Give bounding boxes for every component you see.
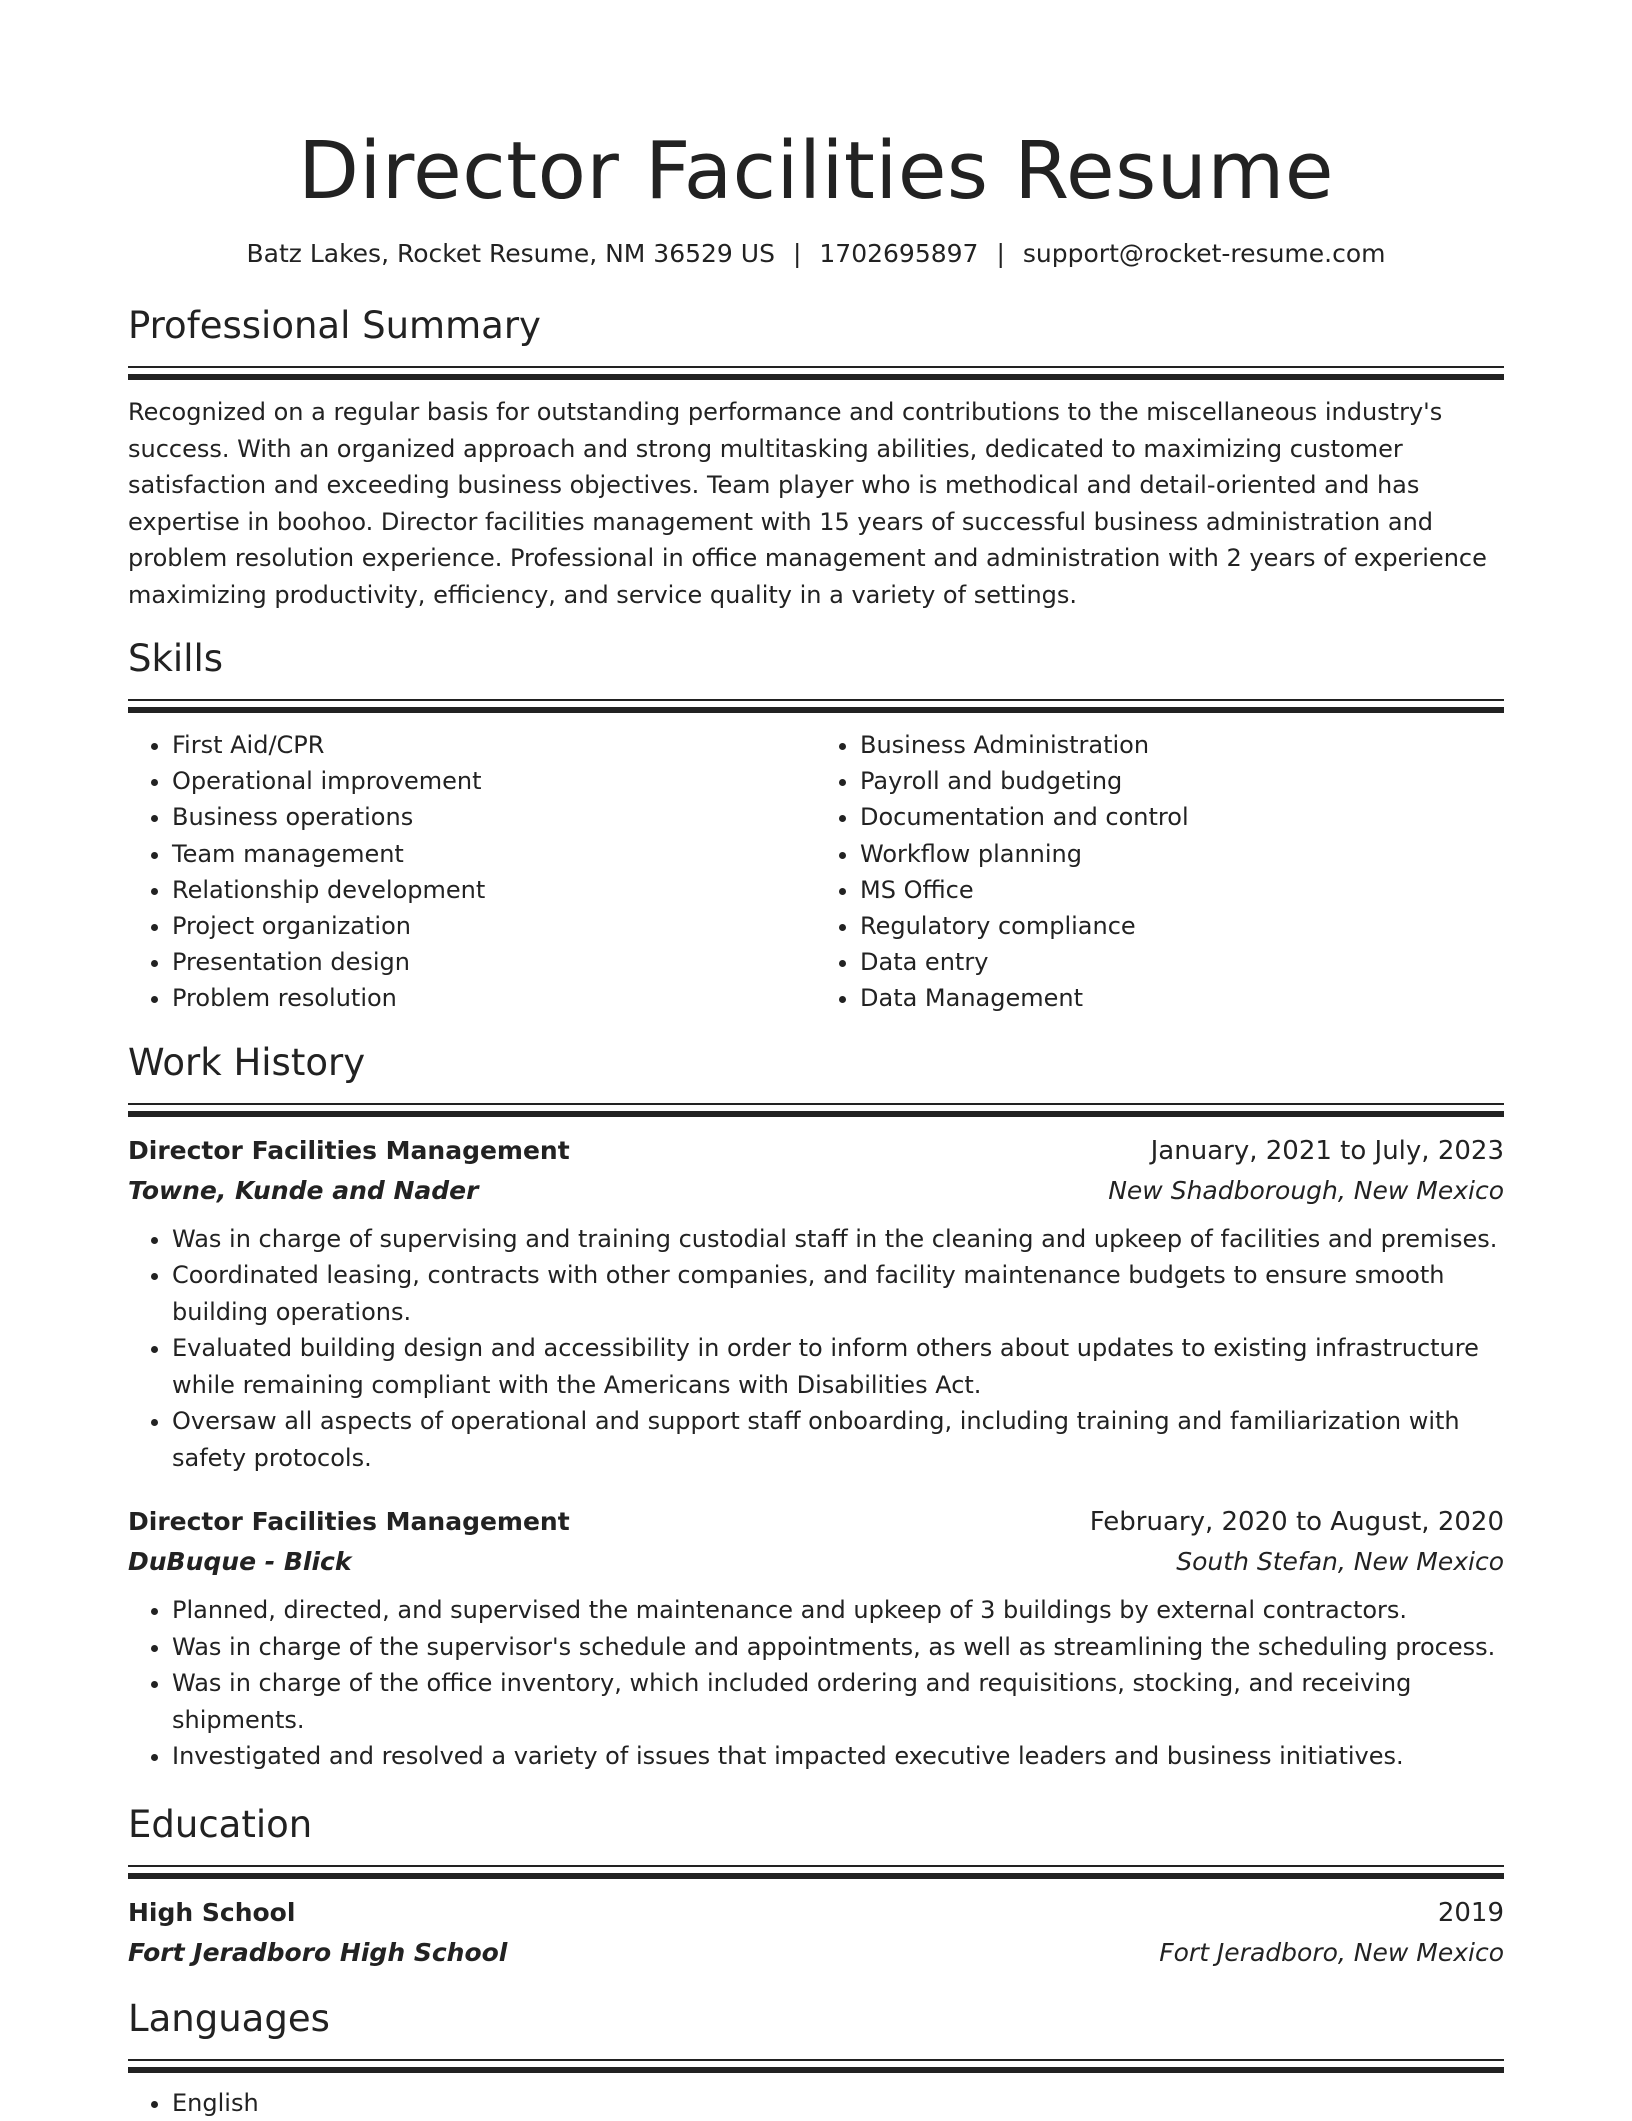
summary-text: Recognized on a regular basis for outstanding performance and contributions to the miscellaneous industry's success. With an organized approach and strong multitasking abilities, dedicated to maximizing customer satisfaction and exceeding business objectives. Team player who is methodical and detail-oriented and has expertise in boohoo. Director facilities management with 15 years of successful business administration and problem resolution experience. Professional in office management and administration with 2 years of experience maximizing productivity, efficiency, and service quality in a variety of settings. [128,398,1487,609]
job-entry [128,1502,1504,1775]
job-bullet: • Was in charge of supervising and training custodial staff in the cleaning and upkeep of facilities and premises. [172,1221,1504,1258]
education-school: Fort Jeradboro High School [128,1937,508,1967]
education-year: 2019 [1437,1897,1504,1928]
job-bullet: • Was in charge of the supervisor's schedule and appointments, as well as streamlining the scheduling process. [172,1629,1504,1666]
job-bullet: • Was in charge of the office inventory, which included ordering and requisitions, stocking, and receiving shipments. [172,1665,1504,1738]
education-heading: Education [128,1802,313,1846]
skill-item: • Project organization [172,908,816,944]
job-location: South Stefan, New Mexico [1176,1547,1504,1577]
job-title: Director Facilities Management [128,1135,570,1165]
skills-list-right [816,727,1504,1017]
languages-heading: Languages [128,1996,330,2040]
job-bullets [128,1592,1504,1775]
skill-item: • Data Management [860,980,1504,1016]
work-history-heading: Work History [128,1040,366,1084]
skill-item: • Relationship development [172,872,816,908]
job-bullets [128,1221,1504,1477]
job-bullet: • Evaluated building design and accessibility in order to inform others about updates to existing infrastructure while remaining compliant with the Americans with Disabilities Act. [172,1330,1504,1403]
job-bullet: • Investigated and resolved a variety of issues that impacted executive leaders and business initiatives. [172,1738,1504,1775]
skills-heading: Skills [128,637,224,680]
education-entry [128,1893,1504,1973]
skill-item: • Business operations [172,799,816,835]
job-dates: January, 2021 to July, 2023 [1150,1135,1504,1166]
work-history-section [128,1041,1504,1775]
contact-separator: | [996,239,1005,268]
section-divider [128,1865,1504,1867]
contact-phone: 1702695897 [819,239,979,268]
job-bullet: • Planned, directed, and supervised the maintenance and upkeep of 3 buildings by external contractors. [172,1592,1504,1629]
section-divider [128,366,1504,368]
skill-item: • Presentation design [172,944,816,980]
skills-list-left [128,727,816,1017]
education-degree: High School [128,1897,296,1927]
contact-separator: | [792,239,802,268]
languages-section [128,1997,1504,2121]
job-title: Director Facilities Management [128,1507,570,1537]
job-bullet: • Oversaw all aspects of operational and support staff onboarding, including training and familiarization with safety protocols. [172,1403,1504,1476]
skill-item: • Business Administration [860,727,1504,763]
skill-item: • Data entry [860,944,1504,980]
job-company: DuBuque - Blick [128,1547,352,1577]
skill-item: • Team management [172,836,816,872]
resume-title: Director Facilities Resume [298,125,1334,217]
skill-item: • Payroll and budgeting [860,763,1504,799]
skill-item: • Regulatory compliance [860,908,1504,944]
skill-item: • Problem resolution [172,980,816,1016]
section-divider [128,1103,1504,1105]
section-divider [128,2059,1504,2061]
skill-item: • Workflow planning [860,836,1504,872]
skills-section [128,637,1504,1017]
section-divider [128,699,1504,701]
contact-line [128,238,1504,270]
job-dates: February, 2020 to August, 2020 [1089,1507,1504,1538]
skill-item: • First Aid/CPR [172,727,816,763]
education-section [128,1803,1504,1973]
languages-list [128,2085,1504,2121]
skill-item: • MS Office [860,872,1504,908]
job-entry [128,1131,1504,1477]
job-company: Towne, Kunde and Nader [128,1175,479,1205]
contact-address: Batz Lakes, Rocket Resume, NM 36529 US [246,239,775,268]
skill-item: • Documentation and control [860,799,1504,835]
job-location: New Shadborough, New Mexico [1108,1175,1504,1205]
skill-item: • Operational improvement [172,763,816,799]
job-bullet: • Coordinated leasing, contracts with other companies, and facility maintenance budgets to ensure smooth building operations. [172,1257,1504,1330]
summary-section [128,304,1504,613]
contact-email: support@rocket-resume.com [1022,239,1386,268]
skills-columns [128,727,1504,1017]
education-location: Fort Jeradboro, New Mexico [1159,1937,1504,1967]
summary-heading: Professional Summary [128,304,541,347]
language-item: • English [172,2085,1504,2121]
